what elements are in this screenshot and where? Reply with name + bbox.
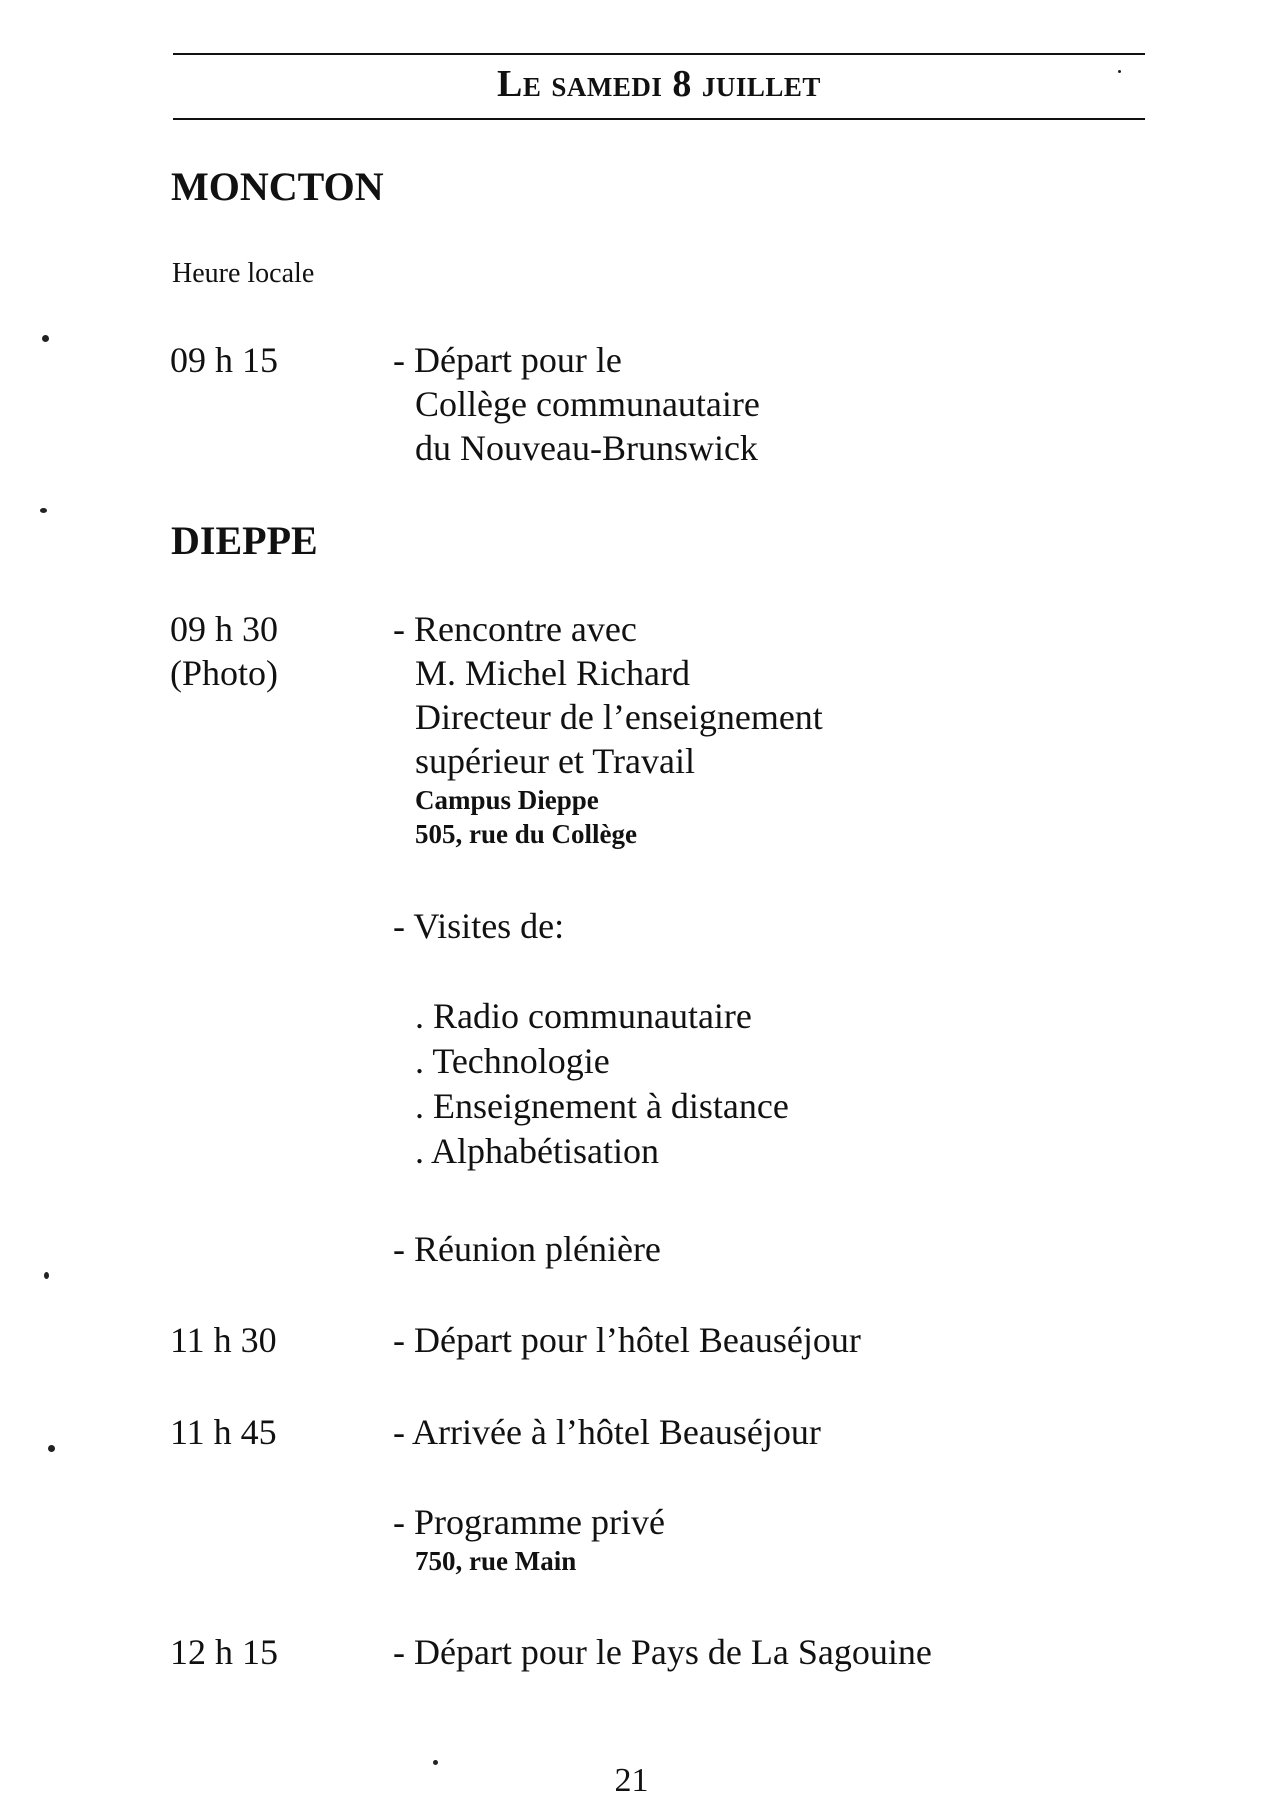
entry-line: - Visites de: (393, 906, 565, 946)
entry-line: M. Michel Richard (415, 653, 690, 693)
scan-speck (1118, 70, 1121, 73)
entry-line: Directeur de l’enseignement (415, 697, 823, 737)
scan-speck (40, 508, 47, 513)
schedule-entry (393, 1630, 932, 1674)
entry-time (170, 607, 278, 695)
scan-speck (48, 1445, 55, 1452)
entry-line: - Départ pour l’hôtel Beauséjour (393, 1320, 861, 1360)
entry-address: 505, rue du Collège (415, 819, 637, 849)
schedule-entry (393, 338, 760, 470)
entry-line: - Arrivée à l’hôtel Beauséjour (393, 1412, 821, 1452)
time-label: Heure locale (172, 258, 315, 289)
scan-speck (42, 335, 49, 342)
schedule-entry (393, 1227, 661, 1271)
entry-line: - Départ pour le (393, 340, 622, 380)
page-number: 21 (614, 1762, 649, 1799)
schedule-entry (393, 1410, 821, 1454)
entry-line: - Rencontre avec (393, 609, 637, 649)
list-item: . Radio communautaire (415, 996, 752, 1036)
scan-speck (44, 1272, 49, 1279)
entry-time: 11 h 30 (170, 1320, 277, 1360)
list-item: . Technologie (415, 1041, 610, 1081)
header-rule-bottom (173, 118, 1145, 120)
entry-time-value: 09 h 30 (170, 609, 278, 649)
entry-time: 09 h 15 (170, 340, 278, 380)
visit-list (415, 994, 789, 1174)
entry-line: - Programme privé (393, 1502, 665, 1542)
scan-speck (433, 1760, 438, 1765)
list-item: . Alphabétisation (415, 1131, 659, 1171)
entry-note: (Photo) (170, 653, 278, 693)
entry-time: 11 h 45 (170, 1412, 277, 1452)
entry-address: Campus Dieppe (415, 785, 599, 815)
entry-line: - Réunion plénière (393, 1229, 661, 1269)
place-heading-dieppe: DIEPPE (171, 518, 318, 563)
place-heading-moncton: MONCTON (171, 164, 384, 209)
entry-line: Collège communautaire (415, 384, 760, 424)
entry-line: du Nouveau-Brunswick (415, 428, 758, 468)
schedule-entry (393, 904, 564, 948)
entry-address: 750, rue Main (415, 1546, 577, 1576)
page-title: Le samedi 8 juillet (497, 63, 821, 105)
entry-line: supérieur et Travail (415, 741, 695, 781)
schedule-entry (393, 1500, 665, 1578)
entry-line: - Départ pour le Pays de La Sagouine (393, 1632, 932, 1672)
schedule-entry (393, 1318, 861, 1362)
entry-time: 12 h 15 (170, 1632, 278, 1672)
schedule-entry (393, 607, 823, 851)
header-rule-top (173, 53, 1145, 55)
list-item: . Enseignement à distance (415, 1086, 789, 1126)
